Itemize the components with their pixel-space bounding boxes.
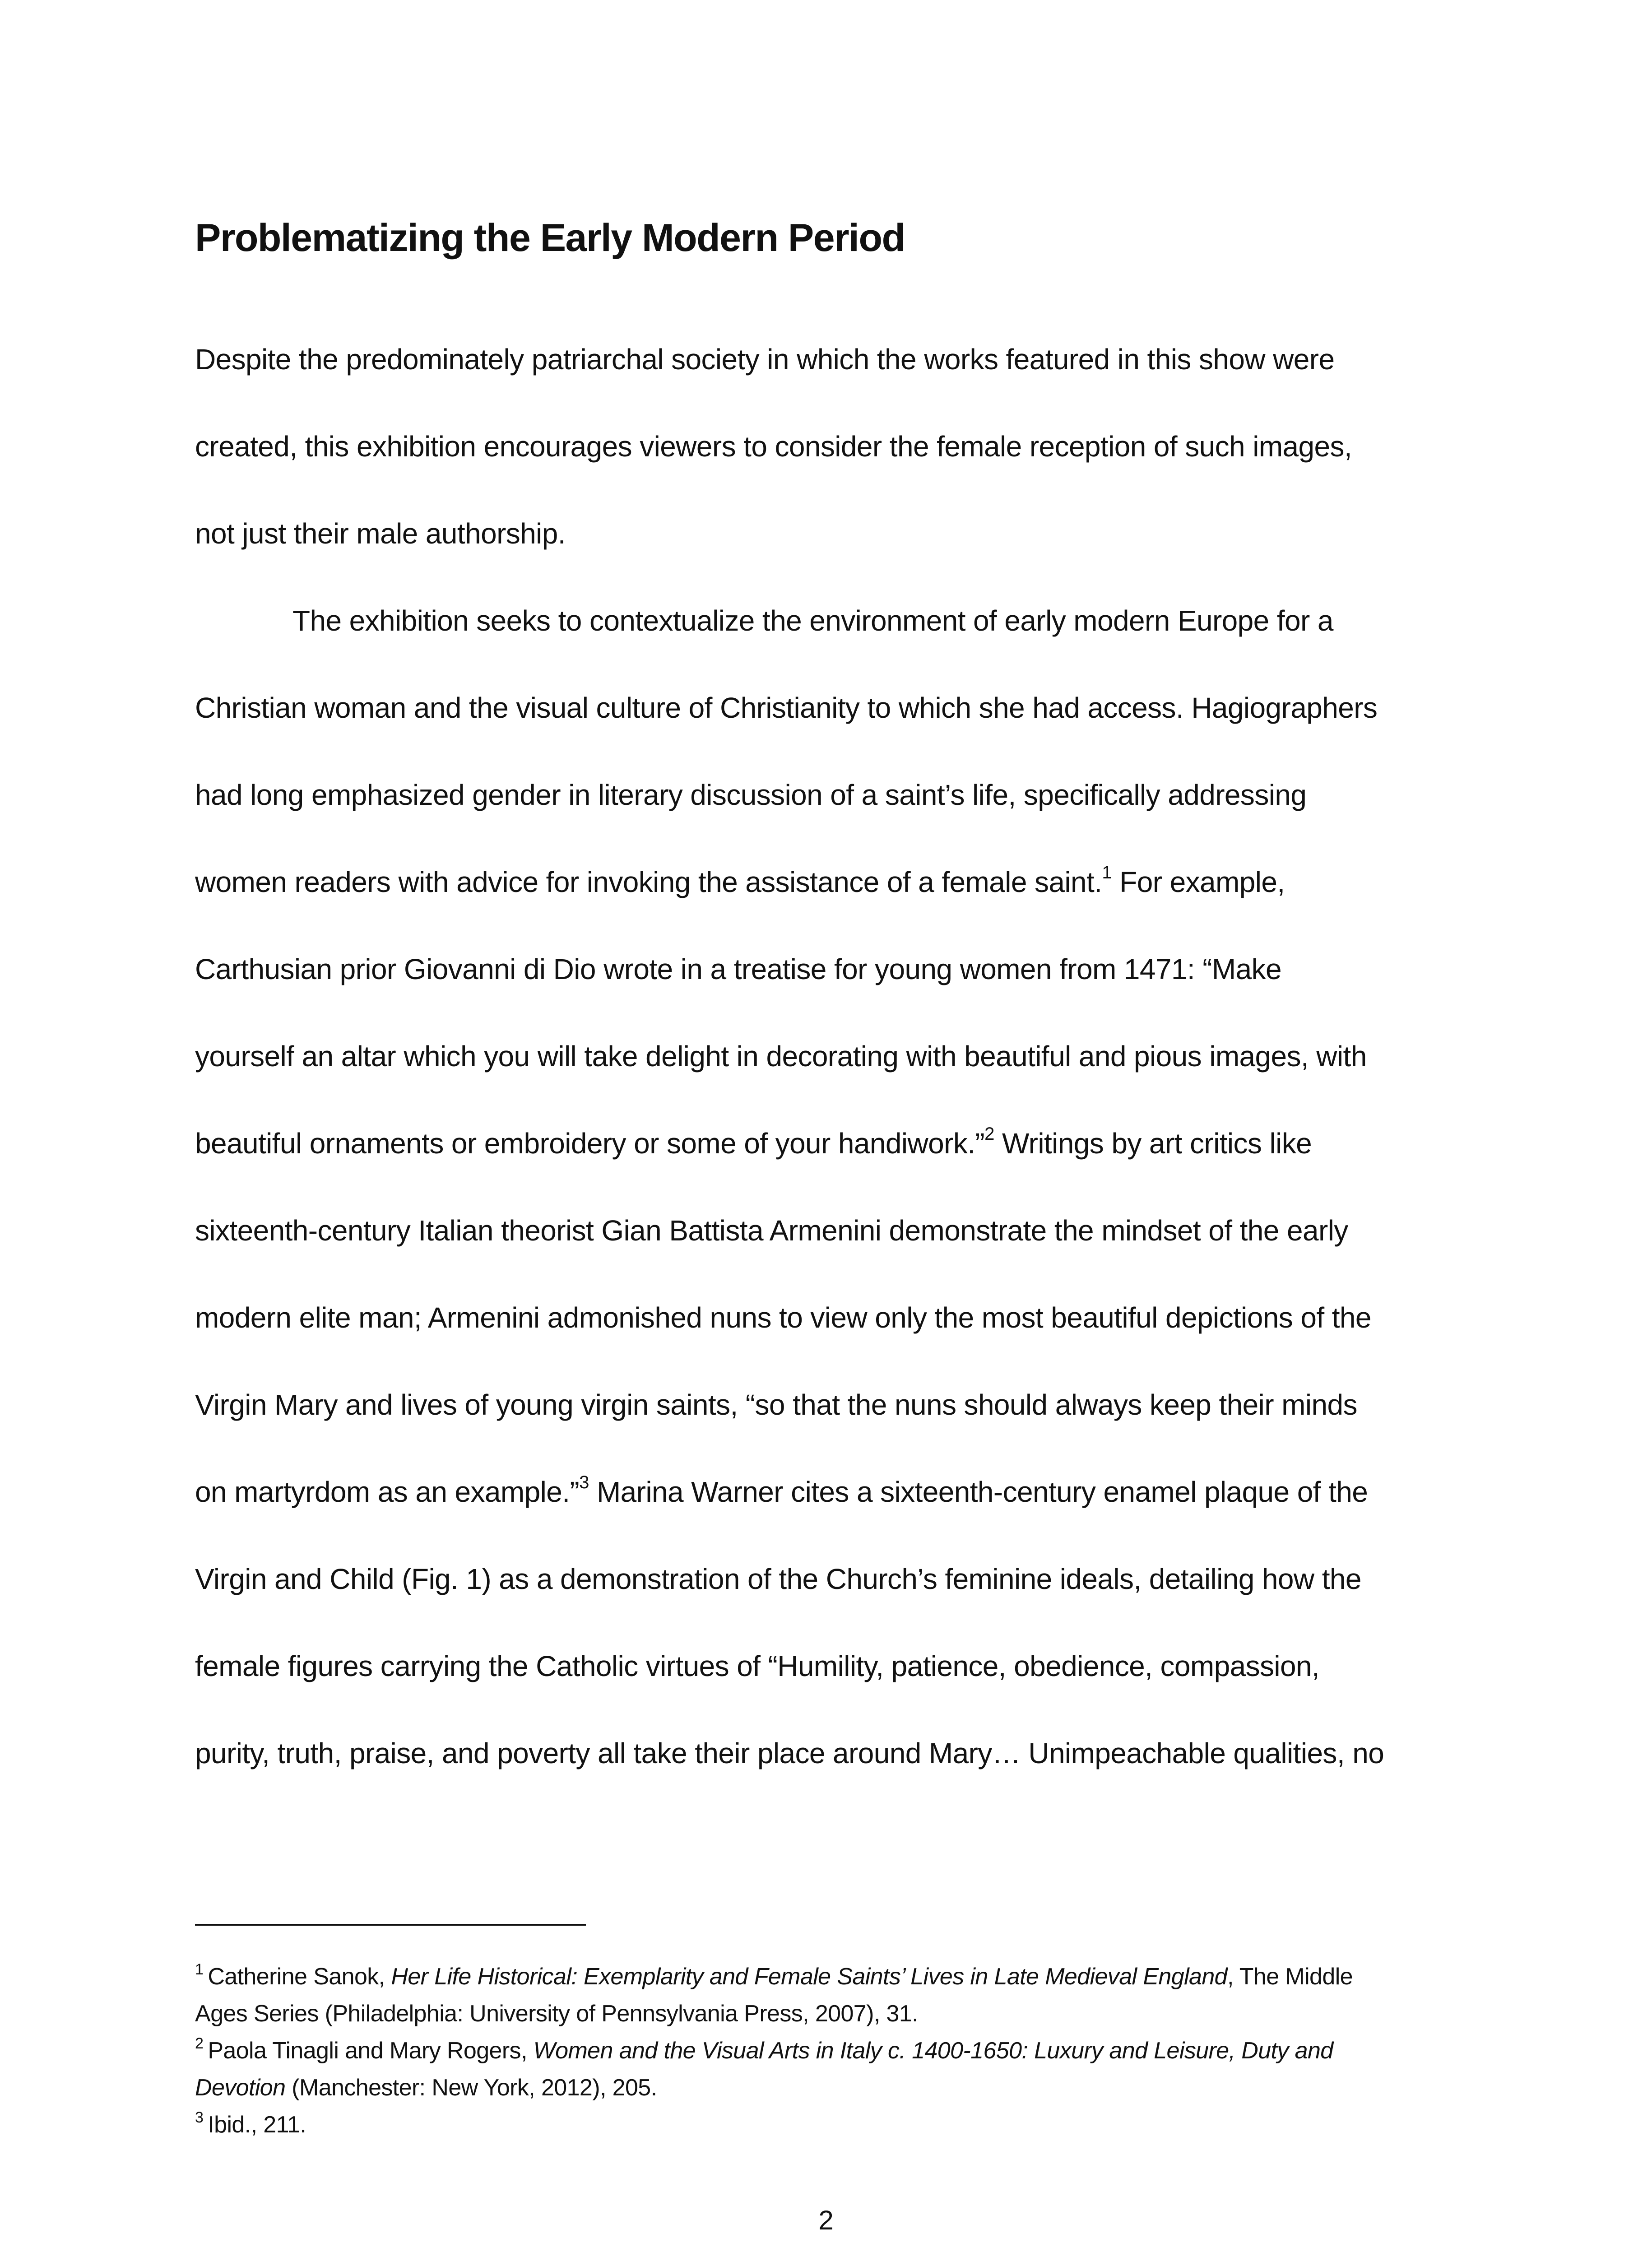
section-heading: Problematizing the Early Modern Period bbox=[195, 216, 905, 260]
text-segment: on martyrdom as an example.” bbox=[195, 1476, 580, 1508]
page-number: 2 bbox=[818, 2205, 834, 2235]
text-segment: women readers with advice for invoking the assistance of a female saint. bbox=[195, 866, 1102, 898]
footnote-text: , The Middle bbox=[1227, 1964, 1353, 1990]
text-line: Virgin Mary and lives of young virgin saints, “so that the nuns should always keep their minds bbox=[195, 1389, 1357, 1421]
text-line bbox=[195, 1100, 1504, 1187]
text-line: female figures carrying the Catholic virtues of “Humility, patience, obedience, compassion, bbox=[195, 1650, 1320, 1682]
text-segment: Marina Warner cites a sixteenth-century enamel plaque of the bbox=[596, 1476, 1368, 1508]
text-segment: beautiful ornaments or embroidery or some of your handiwork.” bbox=[195, 1127, 985, 1160]
footnote-text: (Manchester: New York, 2012), 205. bbox=[285, 2075, 657, 2101]
text-line: Despite the predominately patriarchal society in which the works featured in this show were bbox=[195, 343, 1335, 376]
footnote-2-continuation bbox=[195, 2069, 1504, 2106]
text-line: Virgin and Child (Fig. 1) as a demonstration of the Church’s feminine ideals, detailing how the bbox=[195, 1563, 1361, 1595]
footnote-text: Catherine Sanok, bbox=[208, 1964, 391, 1990]
footnotes bbox=[195, 1958, 1504, 2143]
footnote-reference[interactable]: 2 bbox=[984, 1124, 994, 1144]
text-line: sixteenth-century Italian theorist Gian Battista Armenini demonstrate the mindset of the early bbox=[195, 1214, 1348, 1247]
footnote-number: 2 bbox=[195, 2035, 204, 2052]
footnote-text: Paola Tinagli and Mary Rogers, bbox=[208, 2038, 534, 2064]
footnote-reference[interactable]: 3 bbox=[579, 1472, 589, 1492]
text-line: modern elite man; Armenini admonished nuns to view only the most beautiful depictions of the bbox=[195, 1301, 1371, 1334]
text-line: purity, truth, praise, and poverty all take their place around Mary… Unimpeachable qualities, no bbox=[195, 1737, 1384, 1769]
footnote-number: 1 bbox=[195, 1961, 204, 1978]
body-text bbox=[195, 316, 1504, 1797]
text-line: The exhibition seeks to contextualize the environment of early modern Europe for a bbox=[292, 604, 1333, 637]
text-line bbox=[195, 1449, 1504, 1536]
footnote-1-continuation: Ages Series (Philadelphia: University of Pennsylvania Press, 2007), 31. bbox=[195, 2001, 919, 2027]
text-line: Christian woman and the visual culture of Christianity to which she had access. Hagiographers bbox=[195, 692, 1378, 724]
text-line: not just their male authorship. bbox=[195, 517, 566, 550]
text-line: created, this exhibition encourages viewers to consider the female reception of such images, bbox=[195, 430, 1352, 463]
text-segment: Writings by art critics like bbox=[1002, 1127, 1312, 1160]
text-line: had long emphasized gender in literary discussion of a saint’s life, specifically addressing bbox=[195, 779, 1307, 811]
text-segment: For example, bbox=[1119, 866, 1285, 898]
text-line: yourself an altar which you will take delight in decorating with beautiful and pious images, with bbox=[195, 1040, 1367, 1073]
footnote-1 bbox=[195, 1958, 1504, 1995]
text-line: Carthusian prior Giovanni di Dio wrote in a treatise for young women from 1471: “Make bbox=[195, 953, 1282, 985]
footnote-separator bbox=[195, 1924, 586, 1926]
footnote-2 bbox=[195, 2032, 1504, 2069]
footnote-reference[interactable]: 1 bbox=[1102, 863, 1112, 882]
footnote-title: Women and the Visual Arts in Italy c. 1400-1650: Luxury and Leisure, Duty and bbox=[533, 2038, 1333, 2064]
footnote-3 bbox=[195, 2106, 1504, 2143]
text-line bbox=[195, 839, 1504, 926]
footnote-title: Devotion bbox=[195, 2075, 286, 2101]
footnote-title: Her Life Historical: Exemplarity and Female Saints’ Lives in Late Medieval England bbox=[391, 1964, 1227, 1990]
footnote-number: 3 bbox=[195, 2109, 204, 2126]
footnote-text: Ibid., 211. bbox=[208, 2112, 306, 2138]
